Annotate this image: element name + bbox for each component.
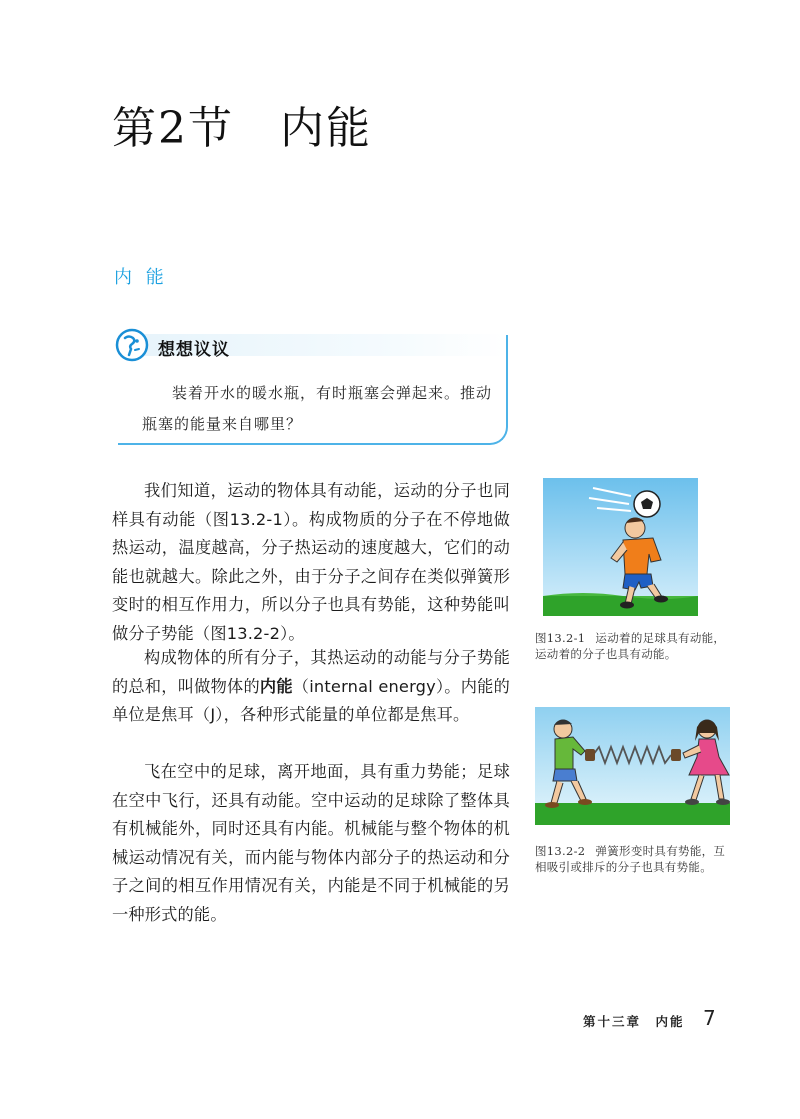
figure-2-text: 弹簧形变时具有势能，互相吸引或排斥的分子也具有势能。: [535, 844, 726, 874]
paragraph-1: [112, 477, 510, 649]
figure-2-caption: [535, 843, 730, 875]
paragraph-2-before: 构成物体的所有分子，其热运动的动能与分子势能的总和，叫做物体的: [112, 648, 510, 696]
discussion-text: 装着开水的暖水瓶，有时瓶塞会弹起来。推动瓶塞的能量来自哪里？: [142, 384, 493, 433]
paragraph-3: [112, 758, 510, 930]
thinking-head-icon: [115, 328, 149, 362]
section-title: [112, 92, 372, 156]
figure-2-number: 图13.2-2: [535, 844, 586, 858]
section-number: 第2节: [112, 103, 234, 154]
figure-1-caption: [535, 630, 730, 662]
figure-1-number: 图13.2-1: [535, 631, 586, 645]
paragraph-2: [112, 644, 510, 730]
figure-soccer-player: [543, 478, 698, 616]
paragraph-2-after: （internal energy）。内能的单位是焦耳（J），各种形式能量的单位都是焦耳。: [112, 676, 510, 725]
figure-spring-pull: [535, 707, 730, 825]
paragraph-1-text: 我们知道，运动的物体具有动能，运动的分子也同样具有动能（图13.2-1）。构成物质的分子在不停地做热运动，温度越高，分子热运动的速度越大，它们的动能也就越大。除此之外，由于分子之间存在类似弹簧形变时的相互作用力，所以分子也具有势能，这种势能叫做分子势能（图13.2-2）。: [112, 481, 510, 643]
footer-chapter: 第十三章 内能: [583, 1014, 685, 1029]
paragraph-3-text: 飞在空中的足球，离开地面，具有重力势能；足球在空中飞行，还具有动能。空中运动的足球除了整体具有机械能外，同时还具有内能。机械能与整个物体的机械运动情况有关，而内能与物体内部分子的热运动和分子之间的相互作用情况有关，内能是不同于机械能的另一种形式的能。: [112, 762, 510, 924]
page-number: 7: [703, 1006, 716, 1030]
figure-1-text: 运动着的足球具有动能，运动着的分子也具有动能。: [535, 631, 726, 661]
section-name: 内能: [280, 103, 372, 154]
discussion-title: 想想议议: [158, 340, 230, 360]
subsection-heading: 内 能: [114, 267, 168, 288]
term-internal-energy: 内能: [259, 676, 293, 696]
